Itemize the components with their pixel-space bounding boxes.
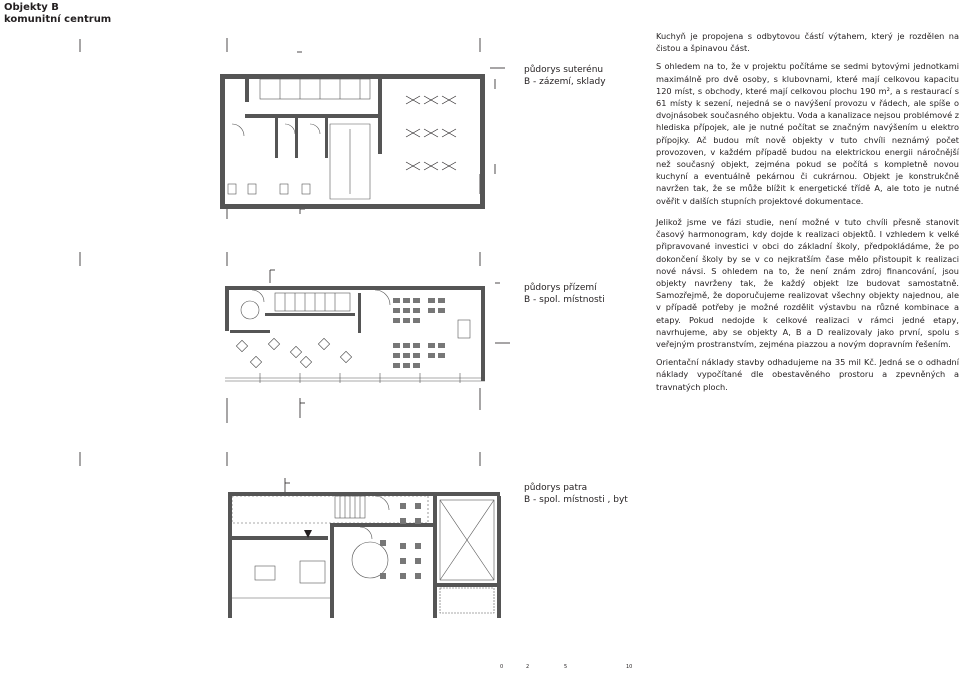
paragraph-costs: Orientační náklady stavby odhadujeme na 35 mil Kč. Jedná se o odhadní náklady vypočítané dle obestavěného prostoru a zpevněných a travnatých ploch. (656, 357, 959, 392)
basement-plan-caption (524, 64, 606, 88)
scale-bar (500, 664, 633, 674)
paragraph-capacity: S ohledem na to, že v projektu počítáme se sedmi bytovými jednotkami maximálně pro dvě osoby, s klubovnami, které mají celkovou kapacitu 120 míst, s obchody, které mají celkovou plochu 190 m², a s restaurací s 61 místy k sezení, nejedná se o navýšení provozu v řádech, ale spíše o dvojnásobek současného objektu. Voda a kanalizace nejsou problémové z hlediska přípojek, ale je nutné počítat se značným navýšením u elektro přípojky. Ač budou mít nově objekty v tuto chvíli neznámý počet provozoven, v každém případě budou na elektrickou energii náročnější než současný objekt, zejména pokud se počítá s kompletně novou kuchyní a eventuálně pekárnou či cukrárnou. Objekt je konstrukčně navržen tak, že se může blížit k energetické třídě A, ale toto je nutné ověřit v dalších stupních projektové dokumentace. (656, 61, 959, 206)
description-text-column-top (656, 30, 959, 213)
page-title-line2: komunitní centrum (4, 14, 112, 25)
ground-floor-plan (70, 248, 500, 428)
description-text-column-bottom (656, 216, 959, 399)
basement-caption-title: půdorys suterénu (524, 65, 604, 75)
scale-label-10: 10 (626, 664, 633, 670)
ground-plan-drawing (70, 248, 500, 428)
basement-floor-plan (70, 34, 500, 224)
page-title-line1: Objekty B (4, 2, 59, 13)
scale-label-5: 5 (564, 664, 568, 670)
scale-label-0: 0 (500, 664, 504, 670)
ground-plan-caption (524, 282, 605, 306)
paragraph-kitchen: Kuchyň je propojena s odbytovou částí výtahem, který je rozdělen na čistou a špinavou část. (656, 31, 959, 54)
page-title (4, 2, 111, 26)
scale-label-2: 2 (526, 664, 530, 670)
upper-plan-caption (524, 482, 628, 506)
ground-caption-title: půdorys přízemí (524, 283, 597, 293)
ground-caption-subtitle: B - spol. místnosti (524, 295, 605, 305)
upper-caption-subtitle: B - spol. místnosti , byt (524, 495, 628, 505)
basement-plan-drawing (70, 34, 500, 224)
paragraph-schedule: Jelikož jsme ve fázi studie, není možné v tuto chvíli přesně stanovit časový harmonogram, kdy dojde k realizaci objektů. I vzhledem k velké připravované investici v obci do základní školy, předpokládáme, že po dokončení školy by se v co nejkratším čase mělo přistoupit k realizaci nové návsi. S ohledem na to, že není znám zdroj financování, jsou objekty navrženy tak, že každý objekt lze budovat samostatně. Samozřejmě, že doporučujeme realizovat všechny objekty najednou, ale v případě potřeby je možné rozdělit výstavbu na různé kombinace a etapy. Pokud nedojde k celkové realizaci v rámci jedné etapy, navrhujeme, aby se objekty A, B a D realizovaly jako první, spolu s veřejným prostranstvím, zejména piazzou a novým dopravním řešením. (656, 217, 959, 350)
upper-caption-title: půdorys patra (524, 483, 588, 493)
basement-caption-subtitle: B - zázemí, sklady (524, 77, 606, 87)
upper-plan-drawing (70, 448, 500, 628)
upper-floor-plan (70, 448, 500, 628)
